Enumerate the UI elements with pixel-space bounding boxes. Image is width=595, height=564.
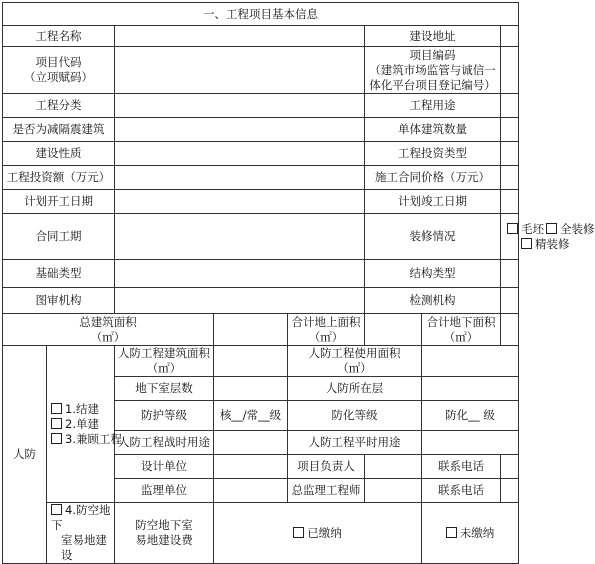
- project-leader-field[interactable]: [365, 455, 422, 479]
- cd-use-area-label: 人防工程使用面积 （㎡）: [288, 346, 422, 377]
- protection-level-label: 防护等级: [115, 401, 214, 431]
- build-address-field[interactable]: [501, 26, 519, 47]
- checkbox-icon: [51, 418, 62, 429]
- section-title: 一、工程项目基本信息: [3, 3, 519, 26]
- design-unit-field[interactable]: [214, 455, 288, 479]
- plan-start-field[interactable]: [115, 190, 365, 214]
- invest-type-field[interactable]: [501, 142, 519, 166]
- structure-field[interactable]: [501, 260, 519, 288]
- fee-paid-option[interactable]: 已缴纳: [214, 503, 422, 564]
- option-dual-use[interactable]: 3.兼顾工程: [51, 432, 111, 447]
- checkbox-icon: [293, 527, 304, 538]
- seismic-field[interactable]: [115, 118, 365, 142]
- decoration-option-rough[interactable]: 毛坯 全装修: [507, 222, 515, 237]
- checkbox-icon: [51, 504, 62, 515]
- project-code-label: 项目代码 （立项赋码）: [3, 47, 115, 94]
- contract-price-label: 施工合同价格（万元）: [365, 166, 501, 190]
- project-use-field[interactable]: [501, 94, 519, 118]
- cd-area-label: 人防工程建筑面积 （㎡）: [115, 346, 214, 377]
- phone-field-2[interactable]: [501, 479, 519, 503]
- testing-agency-label: 检测机构: [365, 288, 501, 314]
- project-code-field[interactable]: [115, 47, 365, 94]
- build-address-label: 建设地址: [365, 26, 501, 47]
- checkbox-icon: [446, 527, 457, 538]
- below-area-field[interactable]: [501, 314, 519, 346]
- option-relocation[interactable]: 4.防空地下 室易地建设: [47, 503, 115, 564]
- below-area-label: 合计地下面积 （㎡）: [422, 314, 501, 346]
- total-area-label: 总建筑面积 （㎡）: [3, 314, 214, 346]
- supervision-unit-label: 监理单位: [115, 479, 214, 503]
- option-attached[interactable]: 1.结建: [51, 402, 111, 417]
- total-area-field[interactable]: [214, 314, 288, 346]
- basement-floors-label: 地下室层数: [115, 377, 214, 401]
- cd-area-field[interactable]: [214, 346, 288, 377]
- project-number-label: 项目编码 （建筑市场监管与诚信一 体化平台项目登记编号）: [365, 47, 501, 94]
- chem-level-label: 防化等级: [288, 401, 422, 431]
- project-name-field[interactable]: [115, 26, 365, 47]
- wartime-use-label: 人防工程战时用途: [115, 431, 214, 455]
- protection-level-field[interactable]: 核__/常__级: [214, 401, 288, 431]
- wartime-use-field[interactable]: [214, 431, 288, 455]
- checkbox-icon: [51, 433, 62, 444]
- checkbox-icon: [51, 403, 62, 414]
- project-name-label: 工程名称: [3, 26, 115, 47]
- plan-start-label: 计划开工日期: [3, 190, 115, 214]
- chief-engineer-label: 总监理工程师: [288, 479, 365, 503]
- peacetime-use-label: 人防工程平时用途: [288, 431, 422, 455]
- invest-type-label: 工程投资类型: [365, 142, 501, 166]
- phone-field-1[interactable]: [501, 455, 519, 479]
- supervision-unit-field[interactable]: [214, 479, 288, 503]
- contract-period-field[interactable]: [115, 214, 365, 260]
- review-agency-label: 图审机构: [3, 288, 115, 314]
- option-standalone[interactable]: 2.单建: [51, 417, 111, 432]
- above-area-field[interactable]: [365, 314, 422, 346]
- project-category-label: 工程分类: [3, 94, 115, 118]
- decoration-label: 装修情况: [365, 214, 501, 260]
- fee-unpaid-option[interactable]: 未缴纳: [422, 503, 519, 564]
- floor-location-label: 人防所在层: [288, 377, 422, 401]
- floor-location-field[interactable]: [422, 377, 519, 401]
- chem-level-field[interactable]: 防化__ 级: [422, 401, 519, 431]
- invest-amount-field[interactable]: [115, 166, 365, 190]
- structure-label: 结构类型: [365, 260, 501, 288]
- chief-engineer-field[interactable]: [365, 479, 422, 503]
- invest-amount-label: 工程投资额（万元）: [3, 166, 115, 190]
- decoration-options: [501, 214, 595, 260]
- testing-agency-field[interactable]: [501, 288, 519, 314]
- build-nature-label: 建设性质: [3, 142, 115, 166]
- checkbox-icon: [521, 238, 532, 249]
- contract-price-field[interactable]: [501, 166, 519, 190]
- review-agency-field[interactable]: [115, 288, 365, 314]
- peacetime-use-field[interactable]: [422, 431, 519, 455]
- basement-floors-field[interactable]: [214, 377, 288, 401]
- checkbox-icon[interactable]: [546, 223, 557, 234]
- build-nature-field[interactable]: [115, 142, 365, 166]
- building-count-label: 单体建筑数量: [365, 118, 501, 142]
- plan-finish-field[interactable]: [501, 190, 519, 214]
- project-leader-label: 项目负责人: [288, 455, 365, 479]
- plan-finish-label: 计划竣工日期: [365, 190, 501, 214]
- civil-defense-type-options: [47, 346, 122, 503]
- project-category-field[interactable]: [115, 94, 365, 118]
- phone-label-1: 联系电话: [422, 455, 501, 479]
- cd-use-area-field[interactable]: [422, 346, 519, 377]
- project-use-label: 工程用途: [365, 94, 501, 118]
- above-area-label: 合计地上面积 （㎡）: [288, 314, 365, 346]
- seismic-label: 是否为减隔震建筑: [3, 118, 115, 142]
- building-count-field[interactable]: [501, 118, 519, 142]
- civil-defense-label: 人防: [3, 346, 47, 564]
- project-info-table: [2, 2, 595, 564]
- foundation-field[interactable]: [115, 260, 365, 288]
- project-number-field[interactable]: [501, 47, 519, 94]
- design-unit-label: 设计单位: [115, 455, 214, 479]
- checkbox-icon: [507, 223, 518, 234]
- relocation-fee-label: 防空地下室 易地建设费: [115, 503, 214, 564]
- decoration-option-fine[interactable]: 精装修: [507, 237, 521, 252]
- phone-label-2: 联系电话: [422, 479, 501, 503]
- foundation-label: 基础类型: [3, 260, 115, 288]
- contract-period-label: 合同工期: [3, 214, 115, 260]
